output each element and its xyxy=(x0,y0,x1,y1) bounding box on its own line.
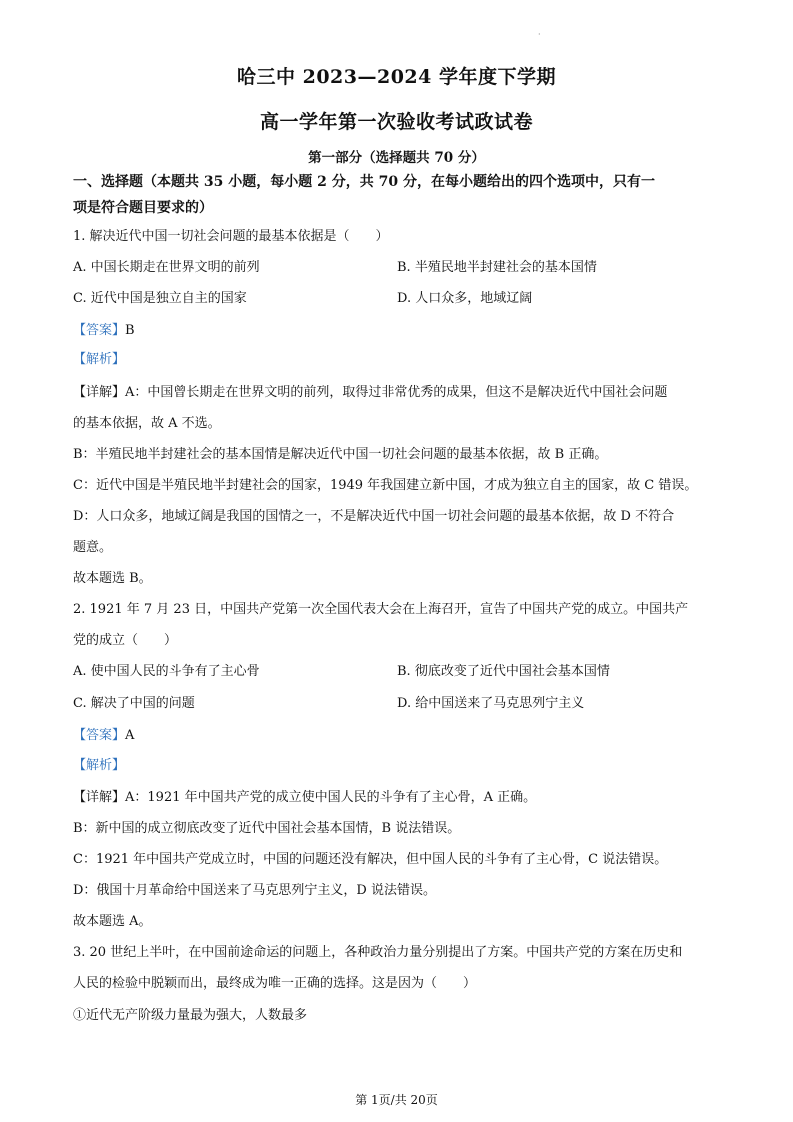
q1-stem: 1. 解决近代中国一切社会问题的最基本依据是（ ） xyxy=(73,229,389,244)
q1-detail-line: B：半殖民地半封建社会的基本国情是解决近代中国一切社会问题的最基本依据，故 B 正确。 xyxy=(73,447,608,462)
top-mark: · xyxy=(538,30,541,39)
q2-detail-line: D：俄国十月革命给中国送来了马克思列宁主义，D 说法错误。 xyxy=(73,883,436,898)
section-heading-line1: 一、选择题（本题共 35 小题，每小题 2 分，共 70 分，在每小题给出的四个选项中，只有一 xyxy=(73,174,655,190)
answer-tag: 【答案】 xyxy=(73,728,126,743)
q1-option-b: B. 半殖民地半封建社会的基本国情 xyxy=(397,260,597,275)
part-title: 第一部分（选择题共 70 分） xyxy=(308,150,485,166)
q2-stem-line1: 2. 1921 年 7 月 23 日，中国共产党第一次全国代表大会在上海召开，宣告了中国共产党的成立。中国共产 xyxy=(73,602,689,617)
q3-stem-line2: 人民的检验中脱颖而出，最终成为唯一正确的选择。这是因为（ ） xyxy=(73,976,477,991)
q3-stem-line1: 3. 20 世纪上半叶，在中国前途命运的问题上，各种政治力量分别提出了方案。中国共产党的方案在历史和 xyxy=(73,945,683,960)
detail-text: A：中国曾长期走在世界文明的前列，取得过非常优秀的成果，但这不是解决近代中国社会问题 xyxy=(125,385,668,400)
q3-item-1: ①近代无产阶级力量最为强大，人数最多 xyxy=(73,1008,308,1023)
q1-detail-line: 题意。 xyxy=(73,540,113,555)
answer-value: A xyxy=(125,728,135,743)
q2-conclusion: 故本题选 A。 xyxy=(73,914,152,929)
q2-answer xyxy=(73,724,134,743)
q2-detail-line: C：1921 年中国共产党成立时，中国的问题还没有解决，但中国人民的斗争有了主心骨，C 说法错误。 xyxy=(73,852,668,867)
detail-text: A：1921 年中国共产党的成立使中国人民的斗争有了主心骨，A 正确。 xyxy=(125,790,537,805)
answer-value: B xyxy=(125,323,135,338)
q2-option-b: B. 彻底改变了近代中国社会基本国情 xyxy=(397,664,610,679)
q2-detail-line: B：新中国的成立彻底改变了近代中国社会基本国情，B 说法错误。 xyxy=(73,821,461,836)
answer-tag: 【答案】 xyxy=(73,323,126,338)
q2-analysis-tag: 【解析】 xyxy=(73,758,126,773)
q1-option-a: A. 中国长期走在世界文明的前列 xyxy=(73,260,260,275)
q1-conclusion: 故本题选 B。 xyxy=(73,571,152,586)
q2-option-a: A. 使中国人民的斗争有了主心骨 xyxy=(73,664,260,679)
exam-title-line2: 高一学年第一次验收考试政试卷 xyxy=(259,111,533,133)
q2-stem-line2: 党的成立（ ） xyxy=(73,633,178,648)
q1-answer xyxy=(73,319,135,338)
detail-tag: 【详解】 xyxy=(73,790,126,805)
q1-detail-line: D：人口众多，地域辽阔是我国的国情之一，不是解决近代中国一切社会问题的最基本依据，故 D 不符合 xyxy=(73,509,675,524)
q1-analysis-tag: 【解析】 xyxy=(73,352,126,367)
q2-detail-line xyxy=(73,786,536,805)
detail-tag: 【详解】 xyxy=(73,385,126,400)
q2-option-d: D. 给中国送来了马克思列宁主义 xyxy=(397,696,585,711)
q1-detail-line: 的基本依据，故 A 不选。 xyxy=(73,416,221,431)
q1-detail-line: C：近代中国是半殖民地半封建社会的国家，1949 年我国建立新中国，才成为独立自主的国家，故 C 错误。 xyxy=(73,478,698,493)
q2-option-c: C. 解决了中国的问题 xyxy=(73,696,195,711)
q1-detail-line xyxy=(73,381,667,400)
exam-title-line1: 哈三中 2023—2024 学年度下学期 xyxy=(237,66,556,88)
q1-option-d: D. 人口众多，地域辽阔 xyxy=(397,291,533,306)
q1-option-c: C. 近代中国是独立自主的国家 xyxy=(73,291,247,306)
page-footer: 第 1页/共 20页 xyxy=(355,1093,438,1107)
section-heading-line2: 项是符合题目要求的） xyxy=(73,200,213,216)
